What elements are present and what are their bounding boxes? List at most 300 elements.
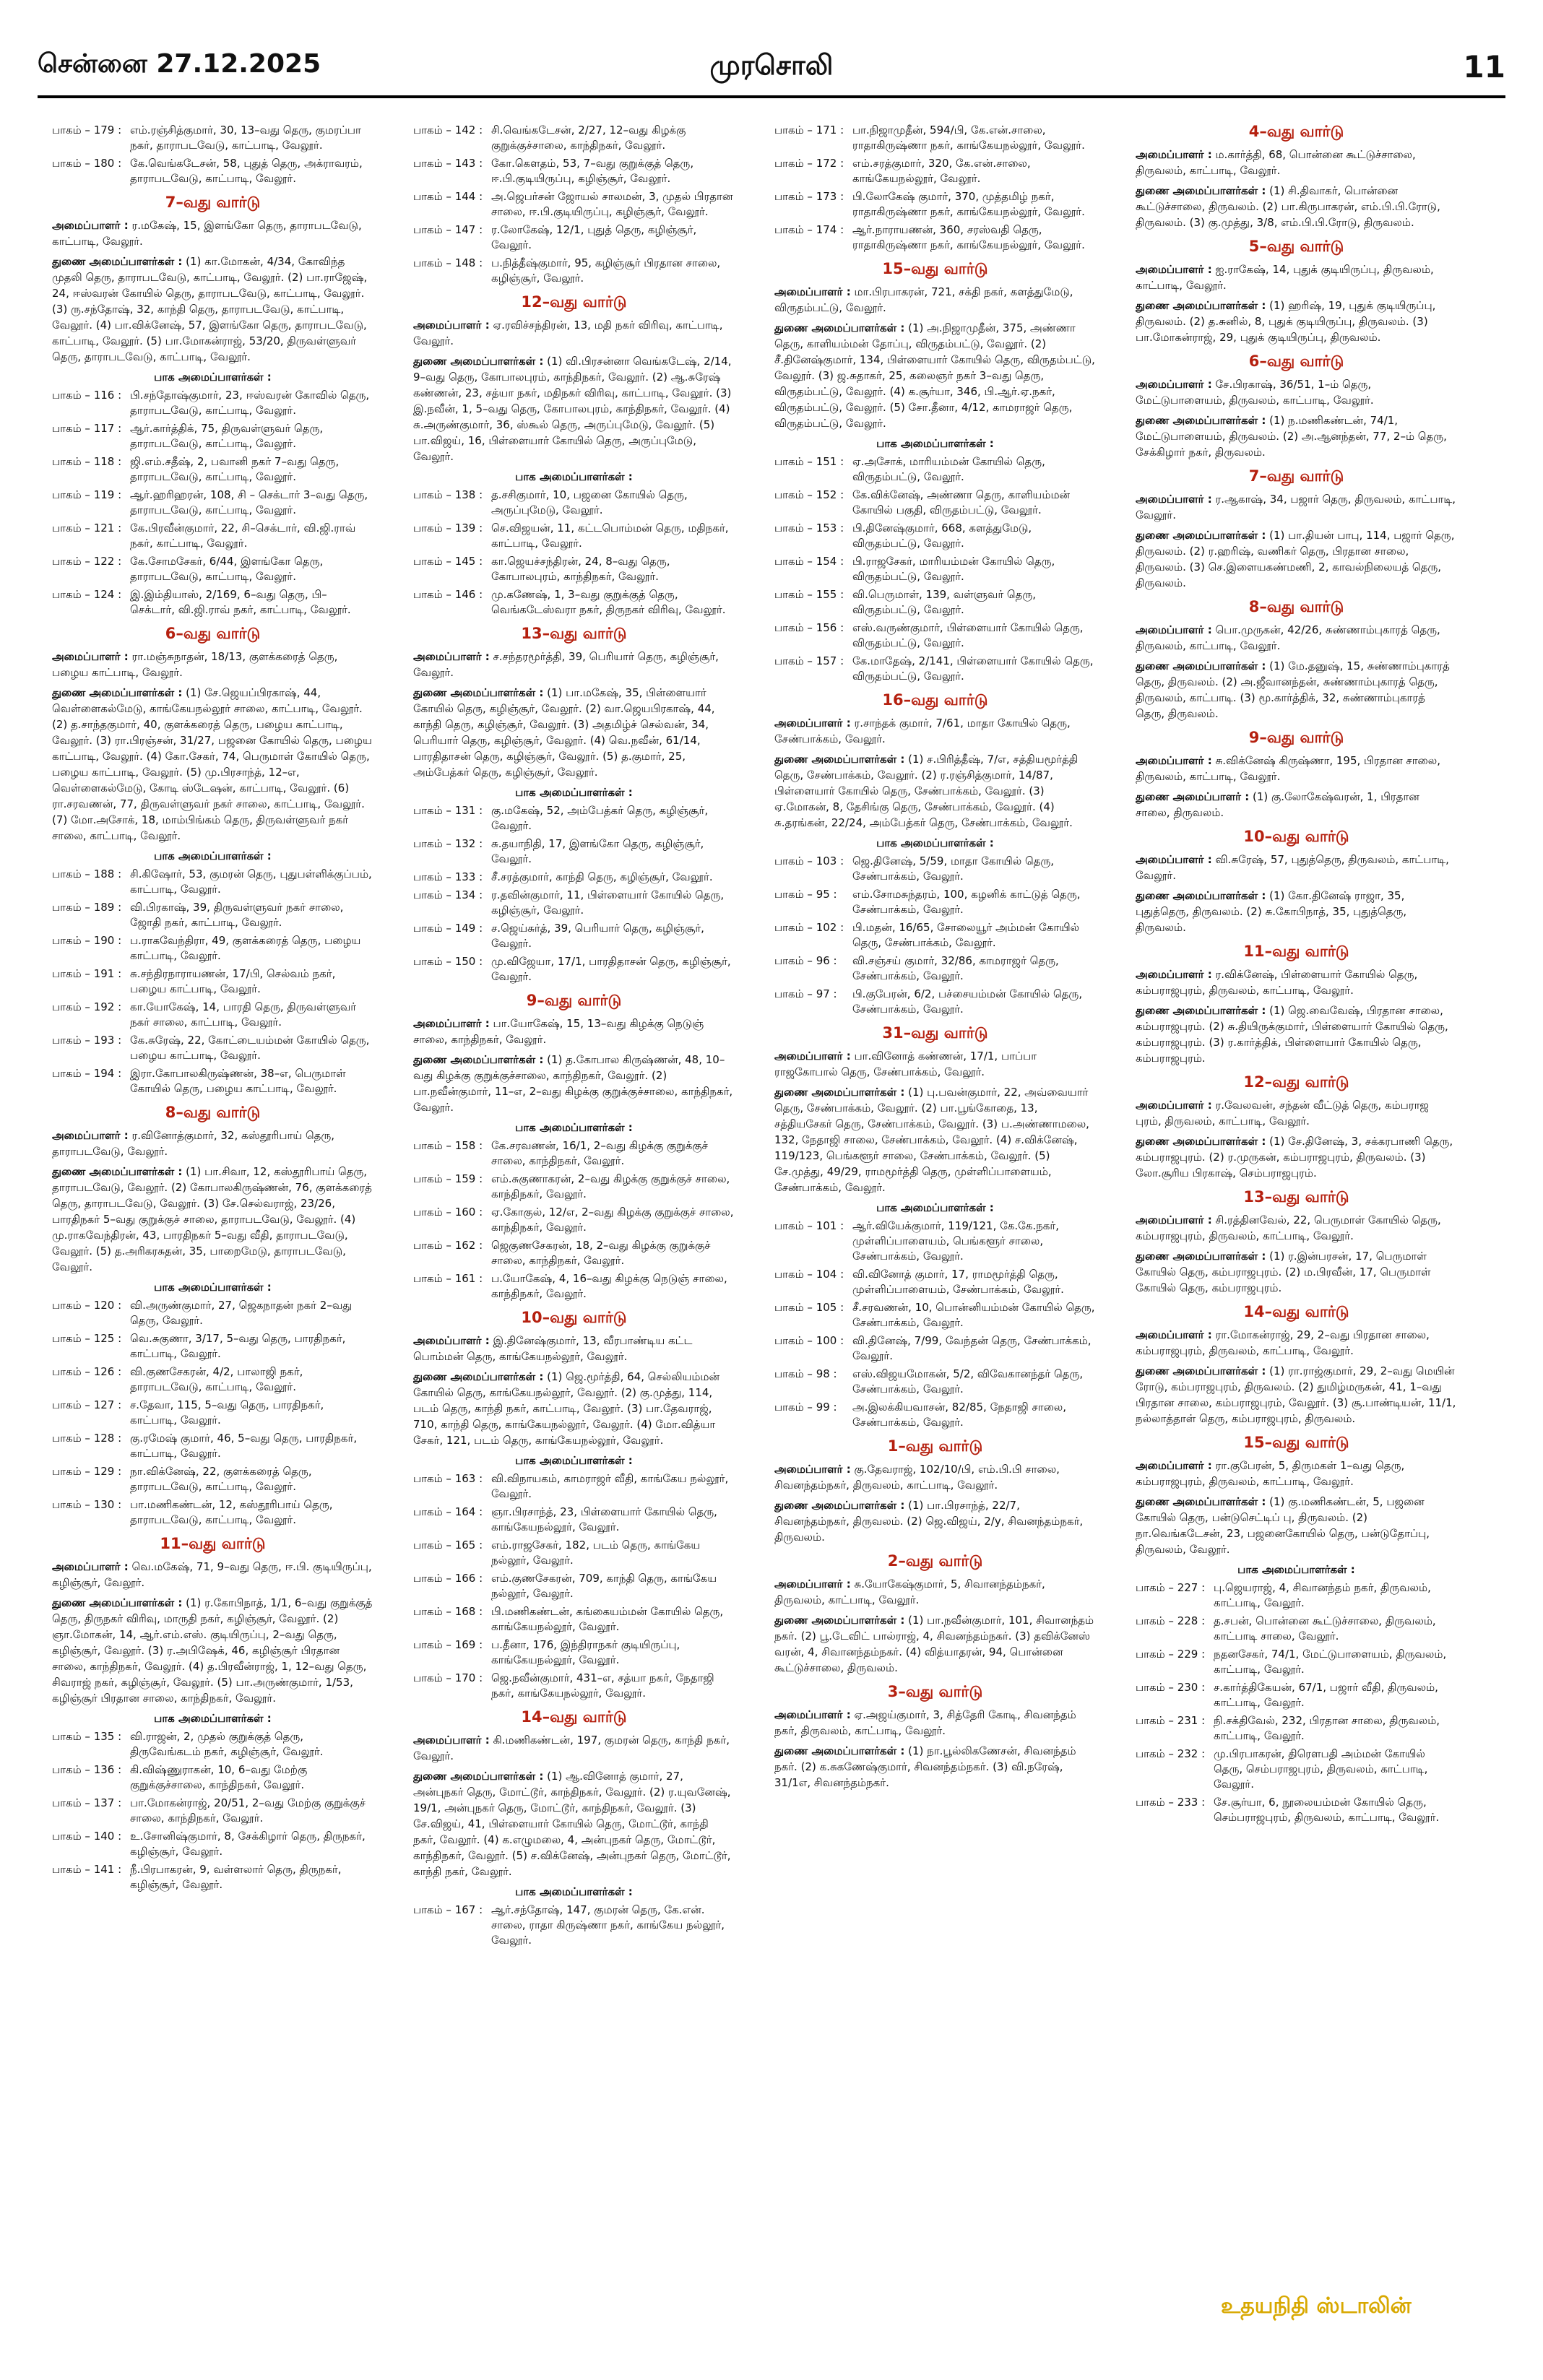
booth-row	[413, 1172, 735, 1202]
booth-row	[52, 1829, 373, 1859]
deputy-organisers-entry	[774, 1497, 1096, 1545]
role-label: அமைப்பாளர் :	[413, 1734, 490, 1747]
role-label: அமைப்பாளர் :	[1136, 263, 1212, 276]
booth-organiser: ர.தவின்குமார், 11, பிள்ளையார் கோயில் தெரு, கழிஞ்சூர், வேலூர்.	[491, 888, 725, 917]
booth-number: பாகம் – 232 :	[1136, 1747, 1206, 1760]
booth-row	[774, 1300, 1096, 1330]
booth-row	[1136, 1680, 1457, 1710]
booth-organiser: கு.ரமேஷ் குமார், 46, 5–வது தெரு, பாரதிநகர், காட்பாடி, வேலூர்.	[130, 1432, 358, 1460]
booth-organiser: பி.குபேரன், 6/2, பச்சையம்மன் கோயில் தெரு, சேண்பாக்கம், வேலூர்.	[852, 987, 1083, 1016]
booth-organiser: ர.லோகேஷ், 12/1, புதுத் தெரு, கழிஞ்சூர், வேலூர்.	[491, 223, 697, 251]
organiser-details: சி.ரத்தினவேல், 22, பெருமாள் கோயில் தெரு, கம்பராஜபுரம், திருவலம், காட்பாடி, வேலூர்.	[1136, 1213, 1441, 1242]
booth-number: பாகம் – 104 :	[774, 1268, 844, 1281]
deputy-details: (1) பா.நவீன்குமார், 101, சிவானந்தம் நகர். (2) பூ.டேவிட் பால்ராஜ், 4, சிவனந்தம்நகர். (3) தவிக்னேஸ் வரன், 4, சிவானந்தம்நகர். (4) வித்யாதரன், 94, பொன்னை கூட்டுச்சாலை, திருவலம்.	[774, 1614, 1094, 1674]
booth-organiser: கே.பிரவீன்குமார், 22, சி–செக்டார், வி.ஜி.ராவ் நகர், காட்பாடி, வேலூர்.	[130, 522, 356, 550]
column-2	[413, 116, 735, 2347]
booth-row	[52, 488, 373, 518]
deputy-details: (1) ர.கோபிநாத், 1/1, 6–வது குறுக்குத் தெரு, திருநகர் விரிவு, மாருதி நகர், கழிஞ்சூர், வேலூர். (2) ஞா.மோகன், 14, ஆர்.எம்.எஸ். குடியிருப்பு, 2–வது தெரு, கழிஞ்சூர், வேலூர். (3) ர.அபிஷேக், 46, கழிஞ்சூர் பிரதான சாலை, காந்திநகர், வேலூர். (4) த.பிரவீன்ராஜ், 1, 12–வது தெரு, சிவராஜ் நகர், கழிஞ்சூர், வேலூர். (5) பா.அருண்குமார், 1/53, கழிஞ்சூர் பிரதான சாலை, காந்திநகர், வேலூர்.	[52, 1596, 373, 1705]
ward-section	[413, 992, 735, 1302]
booth-number: பாகம் – 165 :	[413, 1539, 483, 1552]
ward-heading: 2–வது வார்டு	[887, 1552, 983, 1570]
booth-number: பாகம் – 97 :	[774, 987, 837, 1000]
booth-organiser: பி.சந்தோஷ்குமார், 23, ஈஸ்வரன் கோவில் தெரு, தாராபடவேடு, காட்பாடி, வேலூர்.	[130, 389, 370, 417]
role-label: அமைப்பாளர் :	[1136, 148, 1212, 161]
role-label: அமைப்பாளர் :	[774, 1708, 851, 1721]
role-label: துணை அமைப்பாளர்கள் :	[1136, 889, 1266, 902]
organiser-details: பா.யோகேஷ், 15, 13–வது கிழக்கு நெடுஞ் சாலை, காந்திநகர், வேலூர்.	[413, 1017, 704, 1046]
booth-row	[52, 1862, 373, 1892]
ward-heading: 11–வது வார்டு	[1243, 943, 1349, 960]
booth-organisers-heading: பாக அமைப்பாளர்கள் :	[154, 371, 272, 384]
booth-row	[52, 123, 373, 153]
organiser-entry	[52, 1128, 373, 1159]
booth-row	[413, 1903, 735, 1948]
booth-organiser: ஆர்.நாராயணன், 360, சரஸ்வதி தெரு, ராதாகிருஷ்ணா நகர், காங்கேயநல்லூர், வேலூர்.	[852, 223, 1085, 251]
booth-organiser: வி.குணசேகரன், 4/2, பாலாஜி நகர், தாராபடவேடு, காட்பாடி, வேலூர்.	[130, 1365, 303, 1393]
booth-organiser: நீ.பிரபாகரன், 9, வள்ளலார் தெரு, திருநகர், கழிஞ்சூர், வேலூர்.	[130, 1863, 342, 1891]
ward-section	[1136, 123, 1457, 230]
booth-number: பாகம் – 188 :	[52, 867, 122, 880]
ward-heading: 6–வது வார்டு	[165, 625, 261, 642]
role-label: அமைப்பாளர் :	[1136, 1099, 1212, 1112]
booth-organiser: சு.சந்திரநாராயணன், 17/பி, செல்வம் நகர், பழைய காட்பாடி, வேலூர்.	[130, 967, 336, 995]
ward-heading: 6–வது வார்டு	[1248, 352, 1344, 370]
booth-organiser: இ.இம்தியாஸ், 2/169, 6–வது தெரு, பி– செக்டார், வி.ஜி.ராவ் நகர், காட்பாடி, வேலூர்.	[130, 588, 351, 616]
booth-number: பாகம் – 166 :	[413, 1572, 483, 1585]
booth-organiser: கா.யோகேஷ், 14, பாரதி தெரு, திருவள்ளுவர் நகர் சாலை, காட்பாடி, வேலூர்.	[130, 1000, 357, 1029]
booth-number: பாகம் – 167 :	[413, 1903, 483, 1916]
role-label: துணை அமைப்பாளர்கள் :	[1136, 1364, 1266, 1377]
role-label: அமைப்பாளர் :	[774, 717, 851, 730]
organiser-details: பொ.முருகன், 42/26, சுண்ணாம்புகாரத் தெரு, திருவலம், காட்பாடி, வேலூர்.	[1136, 623, 1440, 652]
organiser-details: ர.மகேஷ், 15, இளங்கோ தெரு, தாராபடவேடு, காட்பாடி, வேலூர்.	[52, 219, 362, 248]
booth-number: பாகம் – 132 :	[413, 837, 483, 850]
booth-organiser: கே.மாதேஷ், 2/141, பிள்ளையார் கோயில் தெரு, விருதம்பட்டு, வேலூர்.	[852, 654, 1094, 683]
role-label: அமைப்பாளர் :	[1136, 378, 1212, 391]
organiser-entry	[774, 1576, 1096, 1608]
booth-number: பாகம் – 126 :	[52, 1365, 122, 1378]
booth-organiser: கே.வெங்கடேசன், 58, புதுத் தெரு, அக்ராவரம், தாராபடவேடு, காட்பாடி, வேலூர்.	[130, 157, 363, 185]
booth-number: பாகம் – 228 :	[1136, 1614, 1206, 1627]
organiser-details: சே.பிரகாஷ், 36/51, 1–ம் தெரு, மேட்டுபாளையம், திருவலம், காட்பாடி, வேலூர்.	[1136, 378, 1374, 407]
booth-organiser: சி.வெங்கடேசன், 2/27, 12–வது கிழக்கு குறுக்குச்சாலை, காந்திநகர், வேலூர்.	[491, 124, 686, 152]
column-3	[774, 116, 1096, 2347]
deputy-organisers-entry	[1136, 658, 1457, 722]
booth-organiser: ஆர்.கார்த்திக், 75, திருவள்ளுவர் தெரு, தாராபடவேடு, காட்பாடி, வேலூர்.	[130, 422, 324, 450]
organiser-details: ரா.குபேரன், 5, திருமகள் 1–வது தெரு, கம்பராஜபுரம், திருவலம், காட்பாடி, வேலூர்.	[1136, 1459, 1405, 1488]
role-label: துணை அமைப்பாளர்கள் :	[1136, 1135, 1266, 1148]
booth-row	[413, 1471, 735, 1502]
organiser-details: கு.தேவராஜ், 102/10/பி, எம்.பி.பி சாலை, சிவனந்தம்நகர், திருவலம், காட்பாடி, வேலூர்.	[774, 1463, 1060, 1492]
booth-number: பாகம் – 190 :	[52, 934, 122, 947]
booth-organiser: சி.கிஷோர், 53, குமரன் தெரு, புதுபள்ளிக்குப்பம், காட்பாடி, வேலூர்.	[130, 867, 372, 896]
booth-number: பாகம் – 142 :	[413, 124, 483, 137]
booth-number: பாகம் – 168 :	[413, 1605, 483, 1618]
organiser-entry	[774, 715, 1096, 747]
booth-organisers-heading: பாக அமைப்பாளர்கள் :	[515, 1121, 633, 1134]
role-label: துணை அமைப்பாளர்கள் :	[1136, 1495, 1266, 1508]
organiser-entry	[774, 1461, 1096, 1493]
organiser-details: ரா.மஞ்சுநாதன், 18/13, குளக்கரைத் தெரு, பழைய காட்பாடி, வேலூர்.	[52, 650, 338, 679]
deputy-organisers-entry	[1136, 888, 1457, 935]
booth-number: பாகம் – 155 :	[774, 588, 844, 601]
deputy-details: (1) சே.ஜெயப்பிரகாஷ், 44, வெள்ளைகல்மேடு, காங்கேயநல்லூர் சாலை, காட்பாடி, வேலூர். (2) த.சாந்தகுமார், 40, குளக்கரைத் தெரு, பழைய காட்பாடி, வேலூர். (3) ரா.பிரஞ்சன், 31/27, பஜனை கோயில் தெரு, பழைய காட்பாடி, வேலூர். (4) கோ.சேகர், 74, பெருமாள் கோயில் தெரு, பழைய காட்பாடி, வேலூர். (5) மு.பிரசாந்த், 12–எ, வெள்ளைகல்மேடு, கோடி ஸ்டேஷன், காட்பாடி, வேலூர். (6) ரா.சரவணன், 77, திருவள்ளுவர் நகர் சாலை, காட்பாடி, வேலூர். (7) மோ.அசோக், 18, மாம்பிங்கம் தெரு, திருவள்ளுவர் நகர் சாலை, காட்பாடி, வேலூர்.	[52, 686, 372, 842]
edition-date: சென்னை 27.12.2025	[38, 49, 321, 79]
organiser-entry	[774, 284, 1096, 316]
booth-row	[52, 1000, 373, 1030]
masthead	[38, 43, 1505, 98]
booth-number: பாகம் – 105 :	[774, 1301, 844, 1314]
booth-row	[52, 1497, 373, 1528]
ward-heading: 10–வது வார்டு	[521, 1309, 627, 1326]
booth-row	[1136, 1795, 1457, 1825]
booth-number: பாகம் – 157 :	[774, 654, 844, 667]
booth-number: பாகம் – 96 :	[774, 954, 837, 967]
role-label: அமைப்பாளர் :	[774, 1050, 851, 1063]
booth-number: பாகம் – 95 :	[774, 888, 837, 901]
booth-number: பாகம் – 129 :	[52, 1465, 122, 1478]
booth-number: பாகம் – 163 :	[413, 1472, 483, 1485]
page-number: 11	[1463, 49, 1505, 85]
organiser-entry	[1136, 622, 1457, 654]
role-label: அமைப்பாளர் :	[1136, 968, 1212, 981]
role-label: அமைப்பாளர் :	[1136, 493, 1212, 506]
ward-heading: 11–வது வார்டு	[160, 1535, 266, 1552]
booth-number: பாகம் – 136 :	[52, 1763, 122, 1776]
booth-number: பாகம் – 152 :	[774, 488, 844, 501]
organiser-entry	[1136, 376, 1457, 408]
booth-organisers-heading: பாக அமைப்பாளர்கள் :	[515, 1454, 633, 1467]
booth-number: பாகம் – 233 :	[1136, 1796, 1206, 1809]
booth-row	[774, 920, 1096, 951]
deputy-organisers-entry	[413, 353, 735, 464]
deputy-details: (1) அ.நிஜாமுதீன், 375, அண்ணா தெரு, காளியம்மன் தோப்பு, விருதம்பட்டு, வேலூர். (2) சீ.தினேஷ்குமார், 134, பிள்ளையார் கோயில் தெரு, விருதம்பட்டு, வேலூர். (3) ஜ.சுதாகர், 25, கலைஞர் நகர் 3–வது தெரு, விருதம்பட்டு, வேலூர். (4) க.சூர்யா, 346, பி.ஆர்.ஏ.நகர், விருதம்பட்டு, வேலூர். (5) சோ.தீனா, 4/12, காமராஜர் தெரு, விருதம்பட்டு, வேலூர்.	[774, 321, 1095, 430]
booth-organiser: நா.விக்னேஷ், 22, குளக்கரைத் தெரு, தாராபடவேடு, காட்பாடி, வேலூர்.	[130, 1465, 312, 1493]
booth-row	[413, 888, 735, 918]
ward-heading: 31–வது வார்டு	[882, 1024, 988, 1042]
organiser-details: ஐ.ராகேஷ், 14, புதுக் குடியிருப்பு, திருவலம், காட்பாடி, வேலூர்.	[1136, 263, 1434, 292]
deputy-details: (1) மே.தனுஷ், 15, சுண்ணாம்புகாரத் தெரு, திருவலம். (2) அ.ஜீவானந்தன், சுண்ணாம்புகாரத் தெரு, திருவலம், காட்பாடி. (3) மூ.கார்த்திக், 32, சுண்ணாம்புகாரத் தெரு, திருவலம்.	[1136, 659, 1450, 720]
deputy-organisers-entry	[774, 1084, 1096, 1195]
booth-organiser: கே.விக்னேஷ், அண்ணா தெரு, காளியம்மன் கோயில் பகுதி, விருதம்பட்டு, வேலூர்.	[852, 488, 1071, 516]
booth-organiser: கே.சோமசேகர், 6/44, இளங்கோ தெரு, தாராபடவேடு, காட்பாடி, வேலூர்.	[130, 555, 324, 583]
newspaper-title: முரசொலி	[709, 49, 834, 81]
deputy-organisers-entry	[1136, 789, 1457, 821]
deputy-organisers-entry	[52, 254, 373, 365]
ward-section	[774, 1024, 1096, 1430]
booth-number: பாகம் – 141 :	[52, 1863, 122, 1876]
column-4	[1136, 116, 1457, 2347]
role-label: அமைப்பாளர் :	[1136, 754, 1212, 767]
booth-organiser: பி.மதன், 16/65, சோலையூர் அம்மன் கோயில் தெரு, சேண்பாக்கம், வேலூர்.	[852, 921, 1080, 949]
organiser-entry	[413, 317, 735, 349]
booth-number: பாகம் – 164 :	[413, 1505, 483, 1518]
booth-organiser: எஸ்.விஜயமோகன், 5/2, விவேகானந்தர் தெரு, சேண்பாக்கம், வேலூர்.	[852, 1367, 1084, 1395]
organiser-details: ரா.மோகன்ராஜ், 29, 2–வது பிரதான சாலை, கம்பராஜபுரம், திருவலம், காட்பாடி, வேலூர்.	[1136, 1328, 1430, 1357]
booth-organiser: ப.தீனா, 176, இந்திராநகர் குடியிருப்பு, காங்கேயநல்லூர், வேலூர்.	[491, 1638, 680, 1666]
booth-organisers-heading: பாக அமைப்பாளர்கள் :	[876, 437, 994, 450]
booth-row	[774, 123, 1096, 153]
booth-organiser: பி.லோகேஷ் குமார், 370, முத்தமிழ் நகர், ராதாகிருஷ்ணா நகர், காங்கேயநல்லூர், வேலூர்.	[852, 190, 1085, 218]
organiser-details: ர.ஆகாஷ், 34, பஜார் தெரு, திருவலம், காட்பாடி, வேலூர்.	[1136, 493, 1456, 522]
ward-section	[52, 625, 373, 1096]
booth-row	[52, 554, 373, 584]
booth-row	[413, 870, 735, 885]
booth-number: பாகம் – 139 :	[413, 522, 483, 535]
booth-number: பாகம் – 194 :	[52, 1067, 122, 1080]
booth-row	[413, 1571, 735, 1601]
deputy-details: (1) த.கோபால கிருஷ்ணன், 48, 10–வது கிழக்கு குறுக்குச்சாலை, காந்திநகர், வேலூர். (2) பா.நவீன்குமார், 11–எ, 2–வது கிழக்கு குறுக்குச்சாலை, காந்திநகர், வேலூர்.	[413, 1053, 733, 1114]
ward-heading: 3–வது வார்டு	[887, 1683, 983, 1700]
role-label: அமைப்பாளர் :	[413, 1334, 490, 1347]
ward-section	[1136, 943, 1457, 1066]
booth-row	[413, 803, 735, 834]
booth-row	[413, 1671, 735, 1701]
booth-organiser: வெ.சுகுணா, 3/17, 5–வது தெரு, பாரதிநகர், காட்பாடி, வேலூர்.	[130, 1332, 346, 1360]
booth-row	[774, 887, 1096, 917]
booth-number: பாகம் – 230 :	[1136, 1681, 1206, 1694]
role-label: துணை அமைப்பாளர்கள் :	[774, 1614, 905, 1627]
booth-row	[774, 454, 1096, 485]
booth-row	[413, 1138, 735, 1169]
booth-row	[52, 1464, 373, 1494]
deputy-details: (1) சே.தினேஷ், 3, சக்கரபாணி தெரு, கம்பராஜபுரம். (2) ர.முருகன், கம்பராஜபுரம், திருவலம். (3) லோ.சூரிய பிரகாஷ், செம்பராஜபுரம்.	[1136, 1135, 1453, 1180]
booth-organisers-heading: பாக அமைப்பாளர்கள் :	[876, 836, 994, 849]
role-label: அமைப்பாளர் :	[413, 1017, 490, 1030]
ward-heading: 5–வது வார்டு	[1248, 238, 1344, 255]
role-label: அமைப்பாளர் :	[1136, 1459, 1212, 1472]
organiser-details: பா.வினோத் கண்ணன், 17/1, பாப்பா ராஜகோபால் தெரு, சேண்பாக்கம், வேலூர்.	[774, 1050, 1037, 1078]
organiser-entry	[1136, 1327, 1457, 1359]
ward-section	[774, 260, 1096, 684]
booth-row	[413, 123, 735, 153]
booth-organiser: உ.சோனிஷ்குமார், 8, சேக்கிழார் தெரு, திருநகர், கழிஞ்சூர், வேலூர்.	[130, 1830, 366, 1858]
deputy-organisers-entry	[413, 1369, 735, 1448]
booth-row	[52, 900, 373, 930]
ward-heading: 12–வது வார்டு	[521, 293, 627, 311]
organiser-entry	[774, 1048, 1096, 1080]
ward-heading: 4–வது வார்டு	[1248, 123, 1344, 140]
booth-row	[413, 1604, 735, 1635]
ward-heading: 15–வது வார்டு	[1243, 1434, 1349, 1451]
ward-section	[774, 1683, 1096, 1791]
deputy-organisers-entry	[774, 1612, 1096, 1676]
booth-number: பாகம் – 117 :	[52, 422, 122, 435]
booth-organiser: கே.சுரேஷ், 22, கோட்டையம்மன் கோயில் தெரு, பழைய காட்பாடி, வேலூர்.	[130, 1034, 370, 1062]
booth-organiser: ஜெகுணசேகரன், 18, 2–வது கிழக்கு குறுக்குச் சாலை, காந்திநகர், வேலூர்.	[491, 1239, 711, 1267]
booth-row	[413, 587, 735, 618]
role-label: துணை அமைப்பாளர்கள் :	[1136, 659, 1266, 672]
booth-number: பாகம் – 103 :	[774, 854, 844, 867]
role-label: துணை அமைப்பாளர்கள் :	[52, 255, 183, 268]
booth-organiser: ப.ராகவேந்திரா, 49, குளக்கரைத் தெரு, பழைய காட்பாடி, வேலூர்.	[130, 934, 361, 962]
booth-row	[413, 256, 735, 286]
booth-row	[52, 388, 373, 418]
booth-organiser: கே.சரவணன், 16/1, 2–வது கிழக்கு குறுக்குச் சாலை, காந்திநகர், வேலூர்.	[491, 1139, 708, 1167]
role-label: அமைப்பாளர் :	[52, 219, 129, 232]
booth-number: பாகம் – 153 :	[774, 522, 844, 535]
deputy-details: (1) ச.பிரித்தீஷ், 7/எ, சத்தியமூர்த்தி தெரு, சேண்பாக்கம், வேலூர். (2) ர.ரஞ்சித்குமார், 14/87, பிள்ளையார் கோயில் தெரு, சேண்பாக்கம், வேலூர். (3) ஏ.மோகன், 8, தேசிங்கு தெரு, சேண்பாக்கம், வேலூர். (4) சு.தரங்கன், 22/24, அம்பேத்கர் தெரு, சேண்பாக்கம், வேலூர்.	[774, 753, 1079, 829]
organiser-details: வி.சுரேஷ், 57, புதுத்தெரு, திருவலம், காட்பாடி, வேலூர்.	[1136, 853, 1449, 882]
booth-row	[774, 1400, 1096, 1430]
booth-organiser: எம்.குணசேகரன், 709, காந்தி தெரு, காங்கேய நல்லூர், வேலூர்.	[491, 1572, 717, 1600]
booth-number: பாகம் – 191 :	[52, 967, 122, 980]
organiser-entry	[413, 1732, 735, 1764]
booth-organiser: ஜெ.தினேஷ், 5/59, மாதா கோயில் தெரு, சேண்பாக்கம், வேலூர்.	[852, 854, 1055, 883]
booth-number: பாகம் – 154 :	[774, 555, 844, 568]
booth-organiser: பா.மோகன்ராஜ், 20/51, 2–வது மேற்கு குறுக்குச் சாலை, காந்திநகர், வேலூர்.	[130, 1796, 366, 1825]
role-label: துணை அமைப்பாளர்கள் :	[774, 1499, 905, 1512]
role-label: அமைப்பாளர் :	[1136, 1213, 1212, 1226]
organiser-details: ஏ.ரவிச்சந்திரன், 13, மதி நகர் விரிவு, காட்பாடி, வேலூர்.	[413, 319, 723, 347]
ward-section	[52, 194, 373, 618]
organiser-entry	[1136, 147, 1457, 178]
booth-organiser: எம்.சுகுணாகரன், 2–வது கிழக்கு குறுக்குச் சாலை, காந்திநகர், வேலூர்.	[491, 1172, 730, 1200]
booth-organiser: வி.விநாயகம், காமராஜர் வீதி, காங்கேய நல்லூர், வேலூர்.	[491, 1472, 729, 1500]
ward-heading: 8–வது வார்டு	[165, 1104, 261, 1121]
organiser-entry	[52, 1559, 373, 1591]
ward-section	[52, 1535, 373, 1892]
booth-organiser: பா.நிஜாமுதீன், 594/பி, கே.என்.சாலை, ராதாகிருஷ்ணா நகர், காங்கேயநல்லூர், வேலூர்.	[852, 124, 1085, 152]
booth-number: பாகம் – 101 :	[774, 1219, 844, 1232]
deputy-details: (1) கு.மணிகண்டன், 5, பஜனை கோயில் தெரு, பன்டுசெட்டிப் பு, திருவலம். (2) நா.வெங்கடேசன், 23, பஜனைகோயில் தெரு, பன்டுதோப்பு, திருவலம், வேலூர்.	[1136, 1495, 1430, 1556]
deputy-details: (1) கா.மோகன், 4/34, கோவிந்த முதலி தெரு, தாராபடவேடு, காட்பாடி, வேலூர். (2) பா.ராஜேஷ், 24, ஈஸ்வரன் கோயில் தெரு, தாராபடவேடு, காட்பாடி, வேலூர். (3) ரு.சந்தோஷ், 32, காந்தி தெரு, தாராபடவேடு, காட்பாடி, வேலூர். (4) பா.விக்னேஷ், 57, இளங்கோ தெரு, தாராபடவேடு, காட்பாடி, வேலூர். (5) பா.மோகன்ராஜ், 53/20, திருவள்ளுவர் தெரு, தாராபடவேடு, காட்பாடி, வேலூர்.	[52, 255, 368, 363]
booth-row	[413, 1637, 735, 1668]
role-label: அமைப்பாளர் :	[413, 319, 490, 332]
booth-organiser: சு.தயாநிதி, 17, இளங்கோ தெரு, கழிஞ்சூர், வேலூர்.	[491, 837, 704, 865]
deputy-details: (1) ரா.ராஜ்குமார், 29, 2–வது மெயின் ரோடு, கம்பராஜபுரம், திருவலம். (2) துமிழ்மருகன், 41, 1–வது பிரதான சாலை, கம்பராஜபுரம், வேலூர். (3) சூ.பாண்டியன், 11/1, நல்லாத்தாள் தெரு, கம்பராஜபுரம், திருவலம்.	[1136, 1364, 1456, 1425]
ward-heading: 12–வது வார்டு	[1243, 1073, 1349, 1091]
booth-row	[52, 1033, 373, 1063]
role-label: துணை அமைப்பாளர்கள் :	[774, 321, 905, 334]
role-label: துணை அமைப்பாளர்கள் :	[413, 1053, 544, 1066]
role-label: துணை அமைப்பாளர்கள் :	[1136, 299, 1266, 312]
role-label: துணை அமைப்பாளர்கள் :	[1136, 529, 1266, 542]
booth-row	[1136, 1647, 1457, 1677]
deputy-organisers-entry	[1136, 1363, 1457, 1427]
deputy-organisers-entry	[1136, 1494, 1457, 1557]
booth-row	[52, 1364, 373, 1395]
role-label: அமைப்பாளர் :	[52, 650, 129, 663]
organiser-entry	[1136, 261, 1457, 293]
booth-organiser: பு.ஜெயராஜ், 4, சிவானந்தம் நகர், திருவலம், காட்பாடி, வேலூர்.	[1214, 1581, 1431, 1609]
organiser-details: வெ.மகேஷ், 71, 9–வது தெரு, ஈ.பி. குடியிருப்பு, கழிஞ்சூர், வேலூர்.	[52, 1560, 372, 1589]
booth-number: பாகம் – 148 :	[413, 256, 483, 269]
booth-number: பாகம் – 171 :	[774, 124, 844, 137]
booth-row	[774, 156, 1096, 186]
booth-number: பாகம் – 137 :	[52, 1796, 122, 1809]
ward-section	[1136, 352, 1457, 460]
booth-number: பாகம் – 227 :	[1136, 1581, 1206, 1594]
booth-row	[413, 954, 735, 985]
organiser-entry	[1136, 966, 1457, 998]
ward-heading: 16–வது வார்டு	[882, 691, 988, 709]
deputy-details: (1) பா.தியன் பாபு, 114, பஜார் தெரு, திருவலம். (2) ர.ஹரிஷ், வணிகர் தெரு, பிரதான சாலை, திருவலம். (3) செ.இளையகண்மணி, 2, காவல்நிலையத் தெரு, திருவலம்.	[1136, 529, 1455, 589]
booth-organisers-heading: பாக அமைப்பாளர்கள் :	[515, 786, 633, 799]
ward-section	[774, 1437, 1096, 1545]
booth-row	[774, 488, 1096, 518]
booth-row	[413, 1271, 735, 1302]
booth-number: பாகம் – 143 :	[413, 157, 483, 170]
booth-organisers-heading: பாக அமைப்பாளர்கள் :	[154, 849, 272, 862]
role-label: அமைப்பாளர் :	[1136, 623, 1212, 636]
booth-organisers-heading: பாக அமைப்பாளர்கள் :	[876, 1201, 994, 1214]
booth-organiser: பா.மணிகண்டன், 12, கஸ்தூரிபாய் தெரு, தாராபடவேடு, காட்பாடி, வேலூர்.	[130, 1498, 333, 1526]
booth-row	[774, 987, 1096, 1017]
booth-organiser: அ.ஜெபர்சன் ஜோயல் சாலமன், 3, முதல் பிரதான சாலை, ஈ.பி.குடியிருப்பு, கழிஞ்சூர், வேலூர்.	[491, 190, 733, 218]
deputy-details: (1) பா.மகேஷ், 35, பிள்ளையார் கோயில் தெரு, கழிஞ்சூர், வேலூர். (2) வா.ஜெயபிரகாஷ், 44, காந்தி தெரு, கழிஞ்சூர், வேலூர். (3) அதமிழ்ச் செல்வன், 34, பெரியார் தெரு, கழிஞ்சூர், வேலூர். (4) வெ.நவீன், 61/14, பாரதிதாசன் தெரு, கழிஞ்சூர், வேலூர். (5) த.குமார், 25, அம்பேத்கர் தெரு, கழிஞ்சூர், வேலூர்.	[413, 686, 715, 779]
booth-number: பாகம் – 130 :	[52, 1498, 122, 1511]
booth-organiser: கி.விஷ்ணுராகன், 10, 6–வது மேற்கு குறுக்குச்சாலை, காந்திநகர், வேலூர்.	[130, 1763, 308, 1791]
booth-number: பாகம் – 159 :	[413, 1172, 483, 1185]
role-label: அமைப்பாளர் :	[774, 1578, 851, 1591]
ward-heading: 7–வது வார்டு	[165, 194, 261, 211]
ward-section	[413, 123, 735, 286]
booth-number: பாகம் – 145 :	[413, 555, 483, 568]
booth-organiser: மு.கணேஷ், 1, 3–வது குறுக்குத் தெரு, வெங்கடேஸ்வரா நகர், திருநகர் விரிவு, வேலூர்.	[491, 588, 726, 616]
booth-row	[52, 587, 373, 618]
booth-row	[413, 1238, 735, 1268]
booth-row	[774, 654, 1096, 684]
role-label: அமைப்பாளர் :	[1136, 1328, 1212, 1341]
organiser-details: இ.தினேஷ்குமார், 13, வீரபாண்டிய கட்ட பொம்மன் தெரு, காங்கேயநல்லூர், வேலூர்.	[413, 1334, 693, 1363]
booth-row	[1136, 1614, 1457, 1644]
booth-number: பாகம் – 99 :	[774, 1401, 837, 1414]
booth-organiser: எம்.ராஜசேகர், 182, படம் தெரு, காங்கேய நல்லூர், வேலூர்.	[491, 1539, 701, 1567]
ward-section	[1136, 1188, 1457, 1296]
booth-row	[1136, 1713, 1457, 1744]
organiser-entry	[1136, 1458, 1457, 1489]
booth-organiser: த.சபன், பொன்னை கூட்டுச்சாலை, திருவலம், காட்பாடி சாலை, வேலூர்.	[1214, 1614, 1436, 1643]
booth-organiser: வி.வினோத் குமார், 17, ராமமூர்த்தி தெரு, முள்ளிப்பாளையம், சேண்பாக்கம், வேலூர்.	[852, 1268, 1064, 1296]
booth-row	[52, 1729, 373, 1760]
booth-row	[52, 1796, 373, 1826]
booth-organiser: மு.விஜேயா, 17/1, பாரதிதாசன் தெரு, கழிஞ்சூர், வேலூர்.	[491, 955, 731, 983]
booth-number: பாகம் – 116 :	[52, 389, 122, 402]
booth-row	[52, 521, 373, 551]
role-label: துணை அமைப்பாளர்கள் :	[52, 1165, 183, 1178]
booth-organiser: ஏ.கோகுல், 12/எ, 2–வது கிழக்கு குறுக்குச் சாலை, காந்திநகர், வேலூர்.	[491, 1206, 734, 1234]
booth-number: பாகம் – 174 :	[774, 223, 844, 236]
ward-heading: 14–வது வார்டு	[1243, 1303, 1349, 1320]
booth-number: பாகம் – 135 :	[52, 1730, 122, 1743]
booth-number: பாகம் – 128 :	[52, 1432, 122, 1445]
booth-row	[52, 966, 373, 997]
booth-number: பாகம் – 231 :	[1136, 1714, 1206, 1727]
booth-row	[52, 454, 373, 485]
booth-number: பாகம் – 121 :	[52, 522, 122, 535]
booth-number: பாகம் – 180 :	[52, 157, 122, 170]
booth-number: பாகம் – 140 :	[52, 1830, 122, 1843]
deputy-details: (1) சி.திவாகர், பொன்னை கூட்டுச்சாலை, திருவலம். (2) பா.கிருபாகரன், எம்.பி.பி.ரோடு, திருவலம். (3) கு.முத்து, 3/8, எம்.பி.பி.ரோடு, திருவலம்.	[1136, 184, 1440, 229]
booth-row	[774, 1267, 1096, 1297]
deputy-details: (1) ந.மணிகண்டன், 74/1, மேட்டுபாளையம், திருவலம். (2) அ.ஆனந்தன், 77, 2–ம் தெரு, சேக்கிழார் நகர், திருவலம்.	[1136, 414, 1447, 459]
organiser-details: சு.யோகேஷ்குமார், 5, சிவானந்தம்நகர், திருவலம், காட்பாடி, வேலூர்.	[774, 1578, 1045, 1606]
organiser-details: ர.விக்னேஷ், பிள்ளையார் கோயில் தெரு, கம்பராஜபுரம், திருவலம், காட்பாடி, வேலூர்.	[1136, 968, 1418, 997]
booth-organisers-heading: பாக அமைப்பாளர்கள் :	[154, 1281, 272, 1294]
organiser-details: ச.சந்தரமூர்த்தி, 39, பெரியார் தெரு, கழிஞ்சூர், வேலூர்.	[413, 650, 719, 679]
deputy-details: (1) பு.பவன்குமார், 22, அவ்வையார் தெரு, சேண்பாக்கம், வேலூர். (2) பா.பூங்கோதை, 13, சத்தியசேகர் தெரு, சேண்பாக்கம், வேலூர். (3) ப.அண்ணாமலை, 132, நேதாஜி சாலை, சேண்பாக்கம், வேலூர். (4) ச.விக்னேஷ், 119/123, பெங்களூர் சாலை, சேண்பாக்கம், வேலூர். (5) சே.முத்து, 49/29, ராமமூர்த்தி தெரு, முள்ளிப்பாளையம், சேண்பாக்கம், வேலூர்.	[774, 1086, 1089, 1194]
booth-organiser: த.சசிகுமார், 10, பஜனை கோயில் தெரு, அருப்புமேடு, வேலூர்.	[491, 488, 688, 516]
ward-section	[1136, 238, 1457, 345]
booth-organiser: ப.நித்தீஷ்குமார், 95, கழிஞ்சூர் பிரதான சாலை, கழிஞ்சூர், வேலூர்.	[491, 256, 721, 285]
booth-organiser: ஆர்.வியேக்குமார், 119/121, கே.கே.நகர், முள்ளிப்பாளையம், பெங்களூர் சாலை, சேண்பாக்கம், வேலூர்.	[852, 1219, 1059, 1263]
ward-section	[1136, 1303, 1457, 1427]
booth-number: பாகம் – 161 :	[413, 1272, 483, 1285]
booth-organiser: செ.விஜயன், 11, கட்டபொம்மன் தெரு, மதிநகர், காட்பாடி, வேலூர்.	[491, 522, 729, 550]
role-label: துணை அமைப்பாளர்கள் :	[1136, 1250, 1266, 1263]
role-label: அமைப்பாளர் :	[774, 1463, 851, 1476]
